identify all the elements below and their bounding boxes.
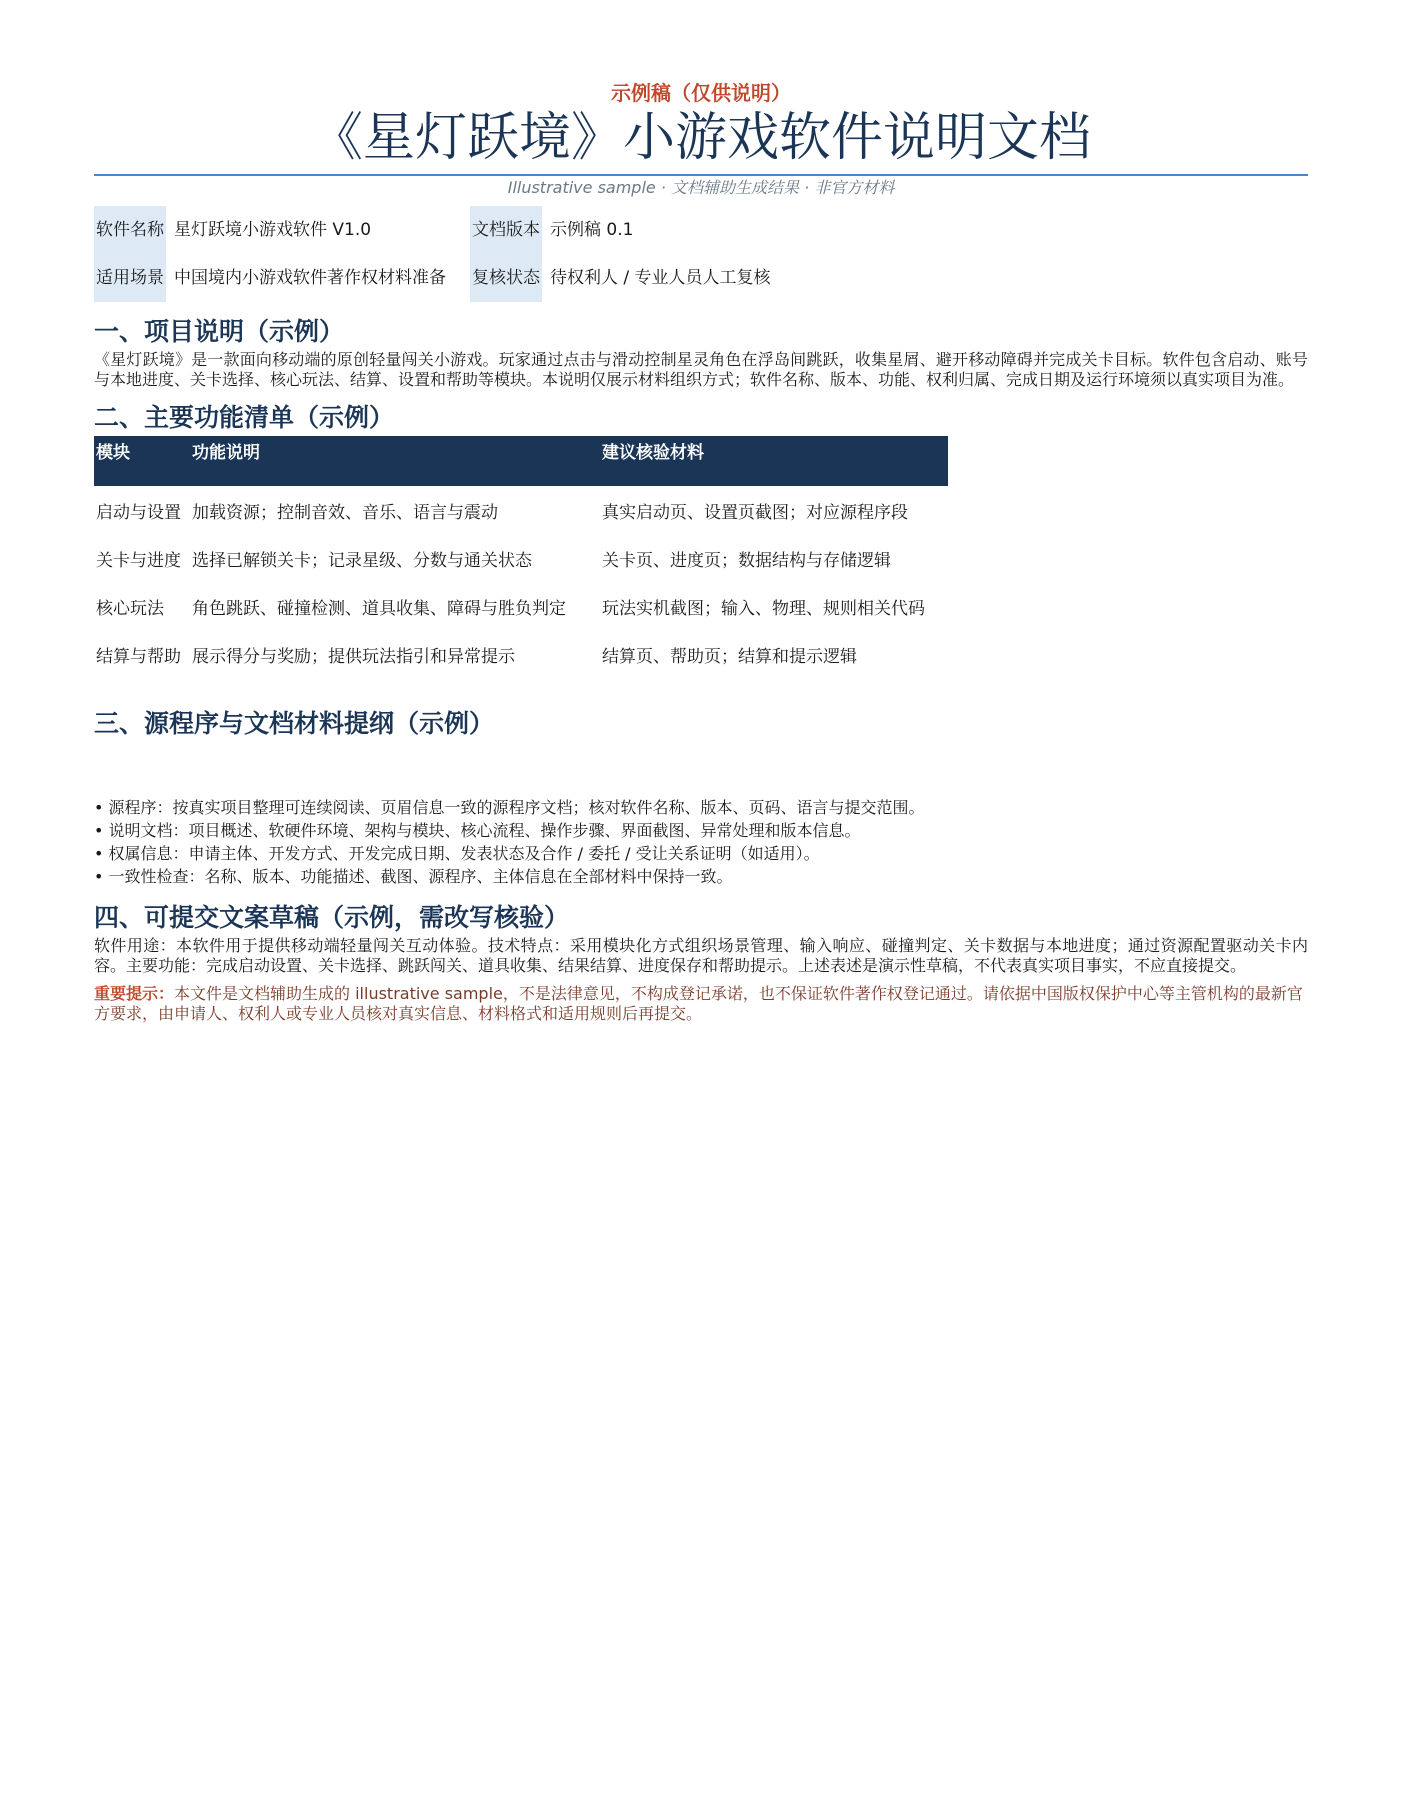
column-header-verification: 建议核验材料 [600, 436, 948, 486]
notice-body: 本文件是文档辅助生成的 illustrative sample，不是法律意见，不构成登记承诺，也不保证软件著作权登记通过。请依据中国版权保护中心等主管机构的最新官方要求，由申请人、权利人或专业人员核对真实信息、材料格式和适用规则后再提交。 [94, 984, 1303, 1023]
table-header-row [94, 436, 948, 486]
meta-info-block [94, 206, 1308, 302]
table-cell-module: 结算与帮助 [96, 646, 181, 667]
column-header-function: 功能说明 [190, 436, 600, 486]
section1-body: 《星灯跃境》是一款面向移动端的原创轻量闯关小游戏。玩家通过点击与滑动控制星灵角色在浮岛间跳跃，收集星屑、避开移动障碍并完成关卡目标。软件包含启动、账号与本地进度、关卡选择、核心玩法、结算、设置和帮助等模块。本说明仅展示材料组织方式；软件名称、版本、功能、权利归属、完成日期及运行环境须以真实项目为准。 [94, 350, 1308, 389]
section-project-description [94, 314, 1308, 390]
materials-bullet-list [94, 796, 1308, 888]
doc-version-label: 文档版本 [470, 206, 542, 254]
table-cell-module: 启动与设置 [96, 502, 181, 523]
document-title: 《星灯跃境》小游戏软件说明文档 [310, 108, 1091, 168]
document-page [94, 78, 1308, 1024]
section-function-list [94, 400, 1308, 678]
table-cell-verification: 关卡页、进度页；数据结构与存储逻辑 [602, 550, 891, 571]
table-row [94, 630, 948, 678]
list-item: • 一致性检查：名称、版本、功能描述、截图、源程序、主体信息在全部材料中保持一致。 [94, 865, 1308, 888]
table-row [94, 582, 948, 630]
list-item: • 说明文档：项目概述、软硬件环境、架构与模块、核心流程、操作步骤、界面截图、异常处理和版本信息。 [94, 819, 1308, 842]
scenario-value: 中国境内小游戏软件著作权材料准备 [174, 268, 446, 288]
table-cell-verification: 玩法实机截图；输入、物理、规则相关代码 [602, 598, 925, 619]
important-notice [94, 984, 1308, 1024]
table-row [94, 486, 948, 534]
document-subtitle: Illustrative sample · 文档辅助生成结果 · 非官方材料 [507, 178, 895, 197]
review-status-label: 复核状态 [470, 254, 542, 302]
doc-version-value: 示例稿 0.1 [550, 220, 634, 240]
draft-tag: 示例稿（仅供说明） [611, 81, 791, 105]
table-cell-module: 关卡与进度 [96, 550, 181, 571]
scenario-label: 适用场景 [94, 254, 166, 302]
table-cell-module: 核心玩法 [96, 598, 164, 619]
section-materials-outline [94, 706, 1308, 888]
table-cell-function: 选择已解锁关卡；记录星级、分数与通关状态 [192, 550, 532, 571]
table-cell-verification: 真实启动页、设置页截图；对应源程序段 [602, 502, 908, 523]
function-table [94, 436, 948, 678]
column-header-module: 模块 [94, 436, 190, 486]
software-name-label: 软件名称 [94, 206, 166, 254]
table-cell-function: 展示得分与奖励；提供玩法指引和异常提示 [192, 646, 515, 667]
table-cell-function: 角色跳跃、碰撞检测、道具收集、障碍与胜负判定 [192, 598, 566, 619]
table-row [94, 534, 948, 582]
review-status-value: 待权利人 / 专业人员人工复核 [550, 268, 771, 288]
section4-body: 软件用途：本软件用于提供移动端轻量闯关互动体验。技术特点：采用模块化方式组织场景管理、输入响应、碰撞判定、关卡数据与本地进度；通过资源配置驱动关卡内容。主要功能：完成启动设置、关卡选择、跳跃闯关、道具收集、结果结算、进度保存和帮助提示。上述表述是演示性草稿，不代表真实项目事实，不应直接提交。 [94, 936, 1308, 975]
software-name-value: 星灯跃境小游戏软件 V1.0 [174, 220, 372, 240]
list-item: • 权属信息：申请主体、开发方式、开发完成日期、发表状态及合作 / 委托 / 受让关系证明（如适用）。 [94, 842, 1308, 865]
list-item: • 源程序：按真实项目整理可连续阅读、页眉信息一致的源程序文档；核对软件名称、版本、页码、语言与提交范围。 [94, 796, 1308, 819]
section2-heading: 二、主要功能清单（示例） [94, 403, 395, 432]
section-draft-text [94, 900, 1308, 1024]
table-cell-function: 加载资源；控制音效、音乐、语言与震动 [192, 502, 498, 523]
section1-heading: 一、项目说明（示例） [94, 317, 345, 346]
table-cell-verification: 结算页、帮助页；结算和提示逻辑 [602, 646, 857, 667]
section4-heading: 四、可提交文案草稿（示例，需改写核验） [94, 903, 570, 932]
notice-label: 重要提示： [94, 984, 175, 1003]
section3-heading: 三、源程序与文档材料提纲（示例） [94, 709, 495, 738]
